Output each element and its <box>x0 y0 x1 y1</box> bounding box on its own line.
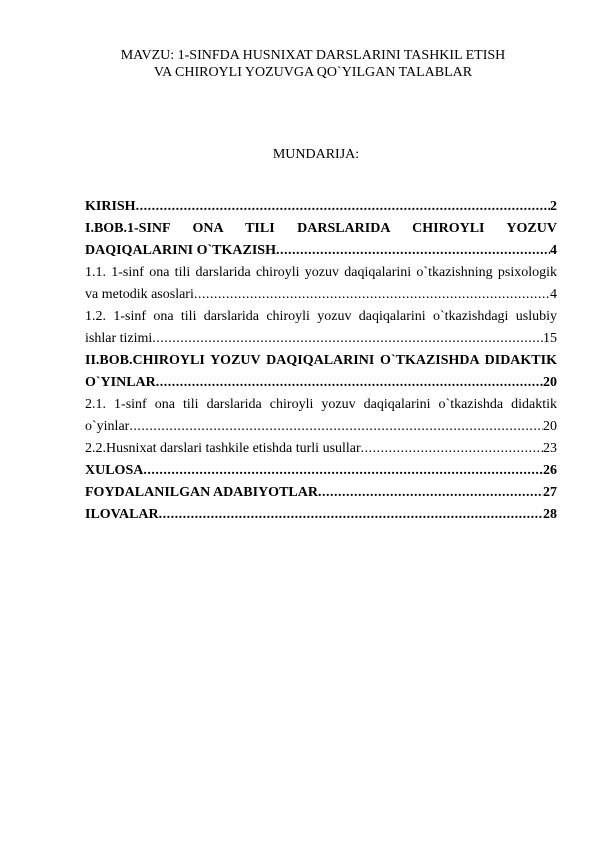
toc-entry-2-1-line1[interactable]: 2.1. 1-sinf ona tili darslarida chiroyli yozuv daqiqalarini o`tkazishda didaktik <box>85 397 557 412</box>
contents-heading: MUNDARIJA: <box>272 147 360 162</box>
toc-entry-text: KIRISH <box>85 199 136 214</box>
toc-entry-2-2[interactable] <box>85 438 557 460</box>
leader-dots <box>159 504 543 526</box>
toc-entry-text: XULOSA <box>85 463 144 478</box>
toc-page-number: 4 <box>550 287 557 302</box>
toc-page-number: 26 <box>543 463 557 478</box>
toc-page-number: 20 <box>543 375 557 390</box>
toc-entry-kirish[interactable] <box>85 196 557 218</box>
toc-entry-2-1[interactable] <box>85 416 557 438</box>
toc-page-number: 23 <box>543 441 557 456</box>
toc-page-number: 15 <box>543 331 557 346</box>
toc-page-number: 27 <box>543 485 557 500</box>
toc-entry-text: 2.2.Husnixat darslari tashkile etishda turli usullar <box>85 441 361 456</box>
leader-dots <box>136 196 550 218</box>
title-line-1: MAVZU: 1-SINFDA HUSNIXAT DARSLARINI TASHKIL ETISH <box>120 48 506 63</box>
toc-entry-text: ishlar tizimi <box>85 331 153 346</box>
title-line-2: VA CHIROYLI YOZUVGA QO`YILGAN TALABLAR <box>153 65 473 80</box>
leader-dots <box>194 284 550 306</box>
toc-page-number: 4 <box>550 243 557 258</box>
toc-entry-1-2-line1[interactable]: 1.2. 1-sinf ona tili darslarida chiroyli yozuv daqiqalarini o`tkazishdagi uslubiy <box>85 309 557 324</box>
leader-dots <box>156 372 543 394</box>
toc-page-number: 20 <box>543 419 557 434</box>
leader-dots <box>129 416 543 438</box>
toc-entry-text: o`yinlar <box>85 419 130 434</box>
toc-page-number: 2 <box>550 199 557 214</box>
toc-entry-text: va metodik asoslari <box>85 287 194 302</box>
toc-entry-text: ILOVALAR <box>85 507 159 522</box>
leader-dots <box>276 240 550 262</box>
toc-entry-bob1[interactable] <box>85 240 557 262</box>
table-of-contents <box>85 196 557 526</box>
toc-entry-bob2[interactable] <box>85 372 557 394</box>
toc-entry-text: FOYDALANILGAN ADABIYOTLAR <box>85 485 318 500</box>
toc-entry-1-1-line1[interactable]: 1.1. 1-sinf ona tili darslarida chiroyli yozuv daqiqalarini o`tkazishning psixologik <box>85 265 557 280</box>
toc-entry-bob1-line1[interactable]: I.BOB.1-SINF ONA TILI DARSLARIDA CHIROYLI YOZUV <box>85 221 557 236</box>
leader-dots <box>152 328 543 350</box>
toc-entry-ilovalar[interactable] <box>85 504 557 526</box>
toc-entry-bob2-line1[interactable]: II.BOB.CHIROYLI YOZUV DAQIQALARINI O`TKAZISHDA DIDAKTIK <box>85 353 557 368</box>
leader-dots <box>318 482 543 504</box>
toc-entry-1-1[interactable] <box>85 284 557 306</box>
toc-entry-adabiyotlar[interactable] <box>85 482 557 504</box>
toc-entry-xulosa[interactable] <box>85 460 557 482</box>
toc-entry-text: O`YINLAR <box>85 375 156 390</box>
toc-page-number: 28 <box>543 507 557 522</box>
leader-dots <box>361 438 543 460</box>
leader-dots <box>143 460 543 482</box>
toc-entry-text: DAQIQALARINI O`TKAZISH <box>85 243 276 258</box>
toc-entry-1-2[interactable] <box>85 328 557 350</box>
document-title <box>0 47 596 81</box>
